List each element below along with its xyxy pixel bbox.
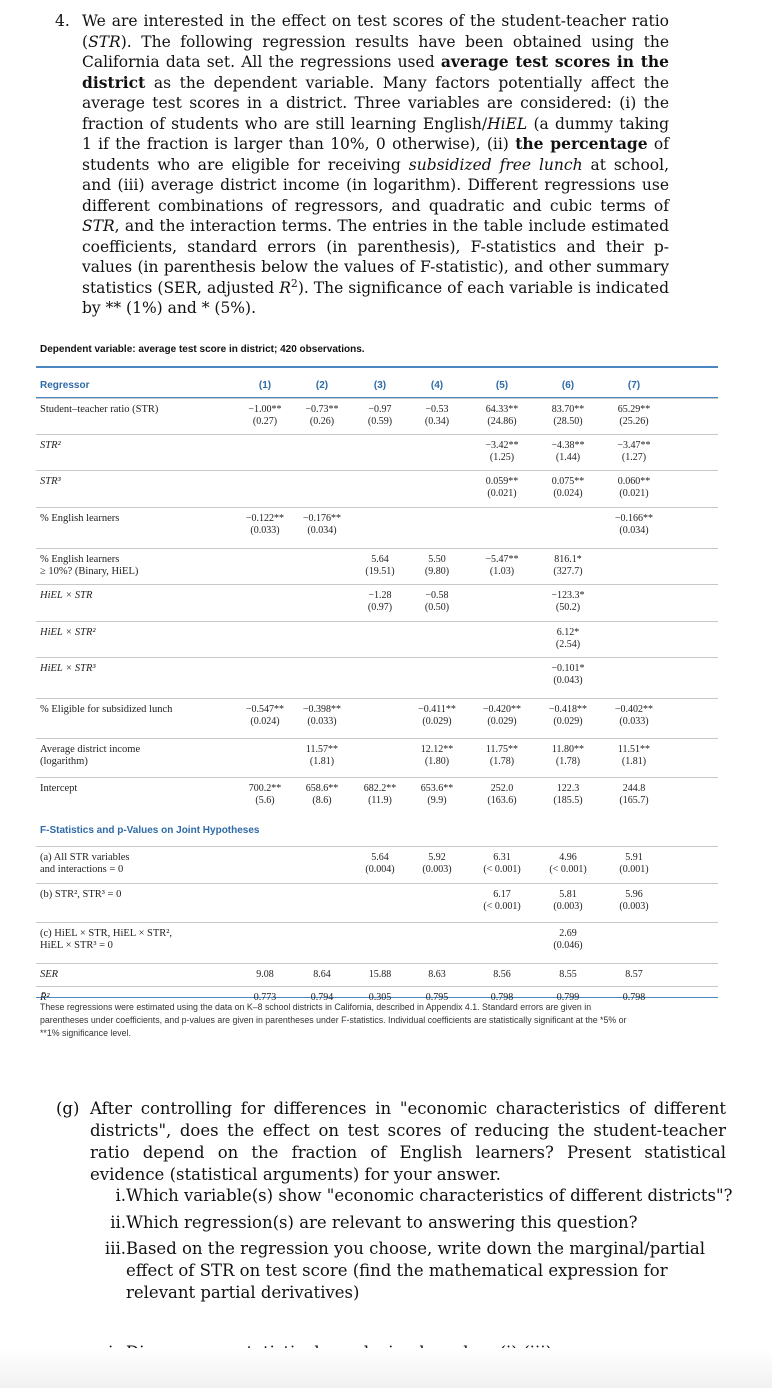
problem-text-segment: the percentage [515, 134, 648, 153]
table-cell [292, 513, 352, 537]
standard-error-value: (0.043) [553, 675, 583, 686]
question-g [56, 1098, 726, 1186]
row-divider [36, 470, 718, 471]
hypothesis-label: (b) STR², STR³ = 0 [40, 889, 122, 900]
table-cell [538, 704, 598, 728]
table-cell [235, 513, 295, 537]
subquestion-number: i. [115, 1186, 126, 1205]
problem-text-segment: 2 [290, 276, 298, 290]
standard-error-value: (25.26) [619, 416, 649, 427]
problem-text-segment: as the dependent variable. Many factors potentially affect the average test scores in a district. Three variables are considered: (i) the fraction of students who are still learning English/ [82, 73, 669, 133]
standard-error-value: (1.25) [489, 452, 515, 463]
coefficient-value: 244.8 [622, 783, 646, 794]
coefficient-value: −0.122** [245, 513, 285, 524]
coefficient-value: −0.398** [302, 704, 342, 715]
coefficient-value: 4.96 [559, 852, 577, 863]
table-cell [604, 744, 664, 768]
row-divider [36, 846, 718, 847]
coefficient-value: 682.2** [363, 783, 397, 794]
column-header: (5) [495, 380, 509, 391]
problem-text-segment: R [279, 278, 291, 297]
coefficient-value: −0.547** [245, 704, 285, 715]
problem-text-segment: ). The following regression results have been obtained using the California data set. All the regressions used [82, 32, 669, 71]
table-note: These regressions were estimated using the data on K–8 school districts in California, described in Appendix 4.1. Standard errors are given in parentheses under coefficients, and p-values are given in parentheses under F-statistics. Individual coefficients are statistically significant at the *5% or **1% significance level. [40, 1002, 627, 1038]
coefficient-value: 0.075** [551, 476, 585, 487]
coefficient-value: 122.3 [556, 783, 580, 794]
standard-error-value: (1.03) [489, 566, 515, 577]
standard-error-value: (1.44) [555, 452, 581, 463]
regressor-header: Regressor [40, 380, 90, 391]
table-cell [292, 744, 352, 768]
coefficient-value: 11.57** [305, 744, 339, 755]
summary-value: 8.64 [313, 969, 331, 980]
coefficient-value: 816.1* [554, 554, 582, 565]
subquestion-text: Which variable(s) show "economic characteristics of different districts"? [126, 1186, 733, 1205]
row-divider [36, 621, 718, 622]
table-cell [472, 783, 532, 807]
standard-error-value: (24.86) [487, 416, 517, 427]
summary-value: 0.799 [556, 992, 580, 1003]
coefficient-value: 11.75** [485, 744, 519, 755]
standard-error-value: (5.6) [255, 795, 275, 806]
table-cell [472, 704, 532, 728]
problem-text-segment: average test scores in the district [82, 52, 669, 92]
summary-value: 8.56 [493, 969, 511, 980]
table-cell [407, 554, 467, 578]
standard-error-value: (0.029) [487, 716, 517, 727]
table-cell [292, 404, 352, 428]
coefficient-value: 6.17 [493, 889, 511, 900]
standard-error-value: (11.9) [368, 795, 392, 806]
standard-error-value: (0.97) [367, 602, 393, 613]
coefficient-value: 5.91 [625, 852, 643, 863]
standard-error-value: (0.26) [309, 416, 335, 427]
table-cell [350, 852, 410, 876]
coefficient-value: −5.47** [485, 554, 519, 565]
summary-value: 0.794 [310, 992, 334, 1003]
summary-value: 0.798 [622, 992, 646, 1003]
subquestion [104, 1238, 726, 1304]
standard-error-value: (185.5) [553, 795, 583, 806]
coefficient-value: 83.70** [551, 404, 585, 415]
question-label: (g) [56, 1099, 80, 1118]
coefficient-value: −0.176** [302, 513, 342, 524]
coefficient-value: −0.420** [482, 704, 522, 715]
standard-error-value: (0.27) [252, 416, 278, 427]
hypothesis-label: (c) HiEL × STR, HiEL × STR², HiEL × STR³ = 0 [40, 928, 173, 951]
standard-error-value: (0.033) [619, 716, 649, 727]
standard-error-value: (9.9) [427, 795, 447, 806]
standard-error-value: (0.003) [553, 901, 583, 912]
table-cell [604, 783, 664, 807]
table-cell [538, 852, 598, 876]
regressor-label: STR³ [40, 476, 61, 487]
regressor-label: Student–teacher ratio (STR) [40, 404, 159, 415]
standard-error-value: (0.34) [424, 416, 450, 427]
coefficient-value: −0.101* [551, 663, 585, 674]
table-cell [292, 783, 352, 807]
table-cell [538, 440, 598, 464]
problem-text-segment: We are interested in the effect on test scores of the student-teacher ratio ( [82, 12, 669, 51]
table-cell [538, 928, 598, 952]
standard-error-value: (2.54) [555, 639, 581, 650]
summary-value: 8.57 [625, 969, 643, 980]
table-cell [538, 783, 598, 807]
coefficient-value: 653.6** [420, 783, 454, 794]
row-divider [36, 922, 718, 923]
standard-error-value: (< 0.001) [483, 864, 521, 875]
summary-value: 0.798 [490, 992, 514, 1003]
regressor-label: % Eligible for subsidized lunch [40, 704, 173, 715]
standard-error-value: (0.029) [553, 716, 583, 727]
problem-text-segment: ). The significance of each variable is indicated by ** (1%) and * (5%). [82, 278, 669, 317]
row-divider [36, 738, 718, 739]
fstat-section-header: F-Statistics and p-Values on Joint Hypotheses [40, 825, 260, 836]
subquestion-text: Based on the regression you choose, write down the marginal/partial effect of STR on test score (find the mathematical expression for relevant partial derivatives) [126, 1239, 706, 1302]
coefficient-value: 6.31 [493, 852, 511, 863]
column-header: (7) [627, 380, 641, 391]
standard-error-value: (< 0.001) [483, 901, 521, 912]
table-cell [407, 744, 467, 768]
table-cell [472, 852, 532, 876]
coefficient-value: −0.53 [425, 404, 449, 415]
problem-text-segment: HiEL [487, 114, 528, 133]
coefficient-value: −1.00** [248, 404, 282, 415]
standard-error-value: (1.81) [621, 756, 647, 767]
coefficient-value: 12.12** [420, 744, 454, 755]
regression-table [34, 336, 720, 1038]
regressor-label: Average district income (logarithm) [40, 744, 141, 767]
table-cell [538, 404, 598, 428]
regressor-label: % English learners [40, 513, 120, 524]
table-cell [604, 852, 664, 876]
table-cell [350, 404, 410, 428]
coefficient-value: −3.47** [617, 440, 651, 451]
subquestion [115, 1185, 772, 1207]
coefficient-value: −0.73** [305, 404, 339, 415]
coefficient-value: −4.38** [551, 440, 585, 451]
table-cell [604, 513, 664, 537]
table-cell [407, 590, 467, 614]
standard-error-value: (0.034) [619, 525, 649, 536]
standard-error-value: (0.003) [422, 864, 452, 875]
coefficient-value: −1.28 [368, 590, 392, 601]
row-divider [36, 698, 718, 699]
subquestion-number: ii. [110, 1213, 126, 1232]
summary-value: 0.305 [368, 992, 392, 1003]
row-divider [36, 963, 718, 964]
problem-text-segment: subsidized free lunch [408, 155, 583, 174]
coefficient-value: 6.12* [556, 627, 580, 638]
table-top-rule [36, 366, 718, 368]
standard-error-value: (8.6) [312, 795, 332, 806]
regressor-label: STR² [40, 440, 61, 451]
coefficient-value: 0.060** [617, 476, 651, 487]
table-cell [235, 704, 295, 728]
standard-error-value: (1.80) [424, 756, 450, 767]
coefficient-value: 5.81 [559, 889, 577, 900]
coefficient-value: 700.2** [248, 783, 282, 794]
table-cell [407, 704, 467, 728]
row-divider [36, 507, 718, 508]
table-cell [538, 663, 598, 687]
table-cell [538, 554, 598, 578]
table-cell [538, 590, 598, 614]
standard-error-value: (0.024) [553, 488, 583, 499]
standard-error-value: (0.003) [619, 901, 649, 912]
standard-error-value: (0.033) [307, 716, 337, 727]
problem-statement [57, 11, 669, 319]
regressor-label: % English learners ≥ 10%? (Binary, HiEL) [40, 554, 139, 577]
table-cell [350, 590, 410, 614]
problem-number: 4. [55, 12, 70, 30]
coefficient-value: 5.92 [428, 852, 446, 863]
problem-text-segment: STR [88, 32, 121, 51]
column-header: (2) [315, 380, 329, 391]
summary-value: 0.795 [425, 992, 449, 1003]
table-title: Dependent variable: average test score in district; 420 observations. [40, 344, 365, 355]
coefficient-value: 11.51** [617, 744, 651, 755]
standard-error-value: (0.046) [553, 940, 583, 951]
summary-value: 8.55 [559, 969, 577, 980]
coefficient-value: 5.64 [371, 554, 389, 565]
coefficient-value: −0.97 [368, 404, 392, 415]
page-bottom-shade [0, 1348, 772, 1388]
standard-error-value: (327.7) [553, 566, 583, 577]
coefficient-value: −3.42** [485, 440, 519, 451]
coefficient-value: 5.64 [371, 852, 389, 863]
row-divider [36, 398, 718, 399]
standard-error-value: (165.7) [619, 795, 649, 806]
standard-error-value: (1.78) [489, 756, 515, 767]
row-divider [36, 657, 718, 658]
standard-error-value: (1.27) [621, 452, 647, 463]
subquestion-number: iii. [104, 1239, 126, 1258]
standard-error-value: (0.004) [365, 864, 395, 875]
row-divider [36, 883, 718, 884]
table-cell [350, 783, 410, 807]
summary-value: 8.63 [428, 969, 446, 980]
table-cell [472, 889, 532, 913]
subquestion-text: Which regression(s) are relevant to answering this question? [126, 1213, 638, 1232]
coefficient-value: 2.69 [559, 928, 577, 939]
regressor-label: Intercept [40, 783, 78, 794]
standard-error-value: (0.029) [422, 716, 452, 727]
row-divider [36, 584, 718, 585]
coefficient-value: 65.29** [617, 404, 651, 415]
regressor-label: HiEL × STR [40, 590, 93, 601]
column-header: (6) [561, 380, 575, 391]
coefficient-value: −0.411** [418, 704, 456, 715]
problem-text [82, 11, 669, 319]
standard-error-value: (0.021) [487, 488, 517, 499]
summary-label: R̄² [40, 992, 50, 1003]
table-cell [472, 744, 532, 768]
table-cell [538, 627, 598, 651]
problem-text-segment: (a dummy taking 1 if the fraction is larger than 10%, 0 otherwise), (ii) [82, 114, 669, 153]
coefficient-value: −123.3* [551, 590, 585, 601]
row-divider [36, 986, 718, 987]
standard-error-value: (0.021) [619, 488, 649, 499]
table-cell [472, 404, 532, 428]
regressor-label: HiEL × STR² [40, 627, 96, 638]
coefficient-value: 5.50 [428, 554, 446, 565]
table-cell [604, 889, 664, 913]
coefficient-value: 11.80** [551, 744, 585, 755]
standard-error-value: (28.50) [553, 416, 583, 427]
regressor-label: HiEL × STR³ [40, 663, 96, 674]
table-cell [604, 704, 664, 728]
coefficient-value: −0.58 [425, 590, 449, 601]
standard-error-value: (50.2) [555, 602, 581, 613]
table-cell [407, 783, 467, 807]
coefficient-value: 658.6** [305, 783, 339, 794]
problem-text-segment: at school, and (iii) average district income (in logarithm). Different regressions use different combinations of regressors, and quadratic and cubic terms of [82, 155, 670, 215]
standard-error-value: (0.001) [619, 864, 649, 875]
standard-error-value: (19.51) [365, 566, 395, 577]
standard-error-value: (< 0.001) [549, 864, 587, 875]
standard-error-value: (0.59) [367, 416, 393, 427]
table-cell [235, 404, 295, 428]
standard-error-value: (0.034) [307, 525, 337, 536]
summary-value: 0.773 [253, 992, 277, 1003]
coefficient-value: −0.418** [548, 704, 588, 715]
coefficient-value: 0.059** [485, 476, 519, 487]
standard-error-value: (163.6) [487, 795, 517, 806]
table-cell [472, 476, 532, 500]
coefficient-value: 64.33** [485, 404, 519, 415]
standard-error-value: (1.81) [309, 756, 335, 767]
standard-error-value: (0.024) [250, 716, 280, 727]
table-cell [235, 783, 295, 807]
row-divider [36, 434, 718, 435]
coefficient-value: 5.96 [625, 889, 643, 900]
table-cell [604, 440, 664, 464]
row-divider [36, 548, 718, 549]
question-text: After controlling for differences in "economic characteristics of different districts", does the effect on test scores of reducing the student-teacher ratio depend on the fraction of English learners? Present statistical evidence (statistical arguments) for your answer. [90, 1099, 726, 1184]
summary-value: 15.88 [368, 969, 392, 980]
table-cell [472, 440, 532, 464]
table-cell [292, 704, 352, 728]
coefficient-value: 252.0 [490, 783, 514, 794]
table-cell [407, 404, 467, 428]
column-header: (1) [258, 380, 272, 391]
coefficient-value: −0.402** [614, 704, 654, 715]
subquestion [110, 1212, 772, 1234]
row-divider [36, 777, 718, 778]
standard-error-value: (1.78) [555, 756, 581, 767]
hypothesis-label: (a) All STR variables and interactions = 0 [40, 852, 130, 875]
table-cell [538, 889, 598, 913]
problem-text-segment: , and the interaction terms. The entries in the table include estimated coefficients, standard errors (in parenthesis), F-statistics and their p-values (in parenthesis below the values of F-statistic), and other summary statistics (SER, adjusted [82, 217, 669, 297]
problem-text-segment: STR [82, 217, 115, 235]
table-cell [407, 852, 467, 876]
table-cell [472, 554, 532, 578]
standard-error-value: (0.033) [250, 525, 280, 536]
standard-error-value: (9.80) [424, 566, 450, 577]
coefficient-value: −0.166** [614, 513, 654, 524]
table-cell [538, 744, 598, 768]
summary-label: SER [40, 969, 59, 980]
table-cell [604, 476, 664, 500]
summary-value: 9.08 [256, 969, 274, 980]
problem-text-segment: of students who are eligible for receiving [82, 135, 669, 174]
column-header: (4) [430, 380, 444, 391]
table-cell [538, 476, 598, 500]
table-cell [604, 404, 664, 428]
column-header: (3) [373, 380, 387, 391]
table-cell [350, 554, 410, 578]
standard-error-value: (0.50) [424, 602, 450, 613]
